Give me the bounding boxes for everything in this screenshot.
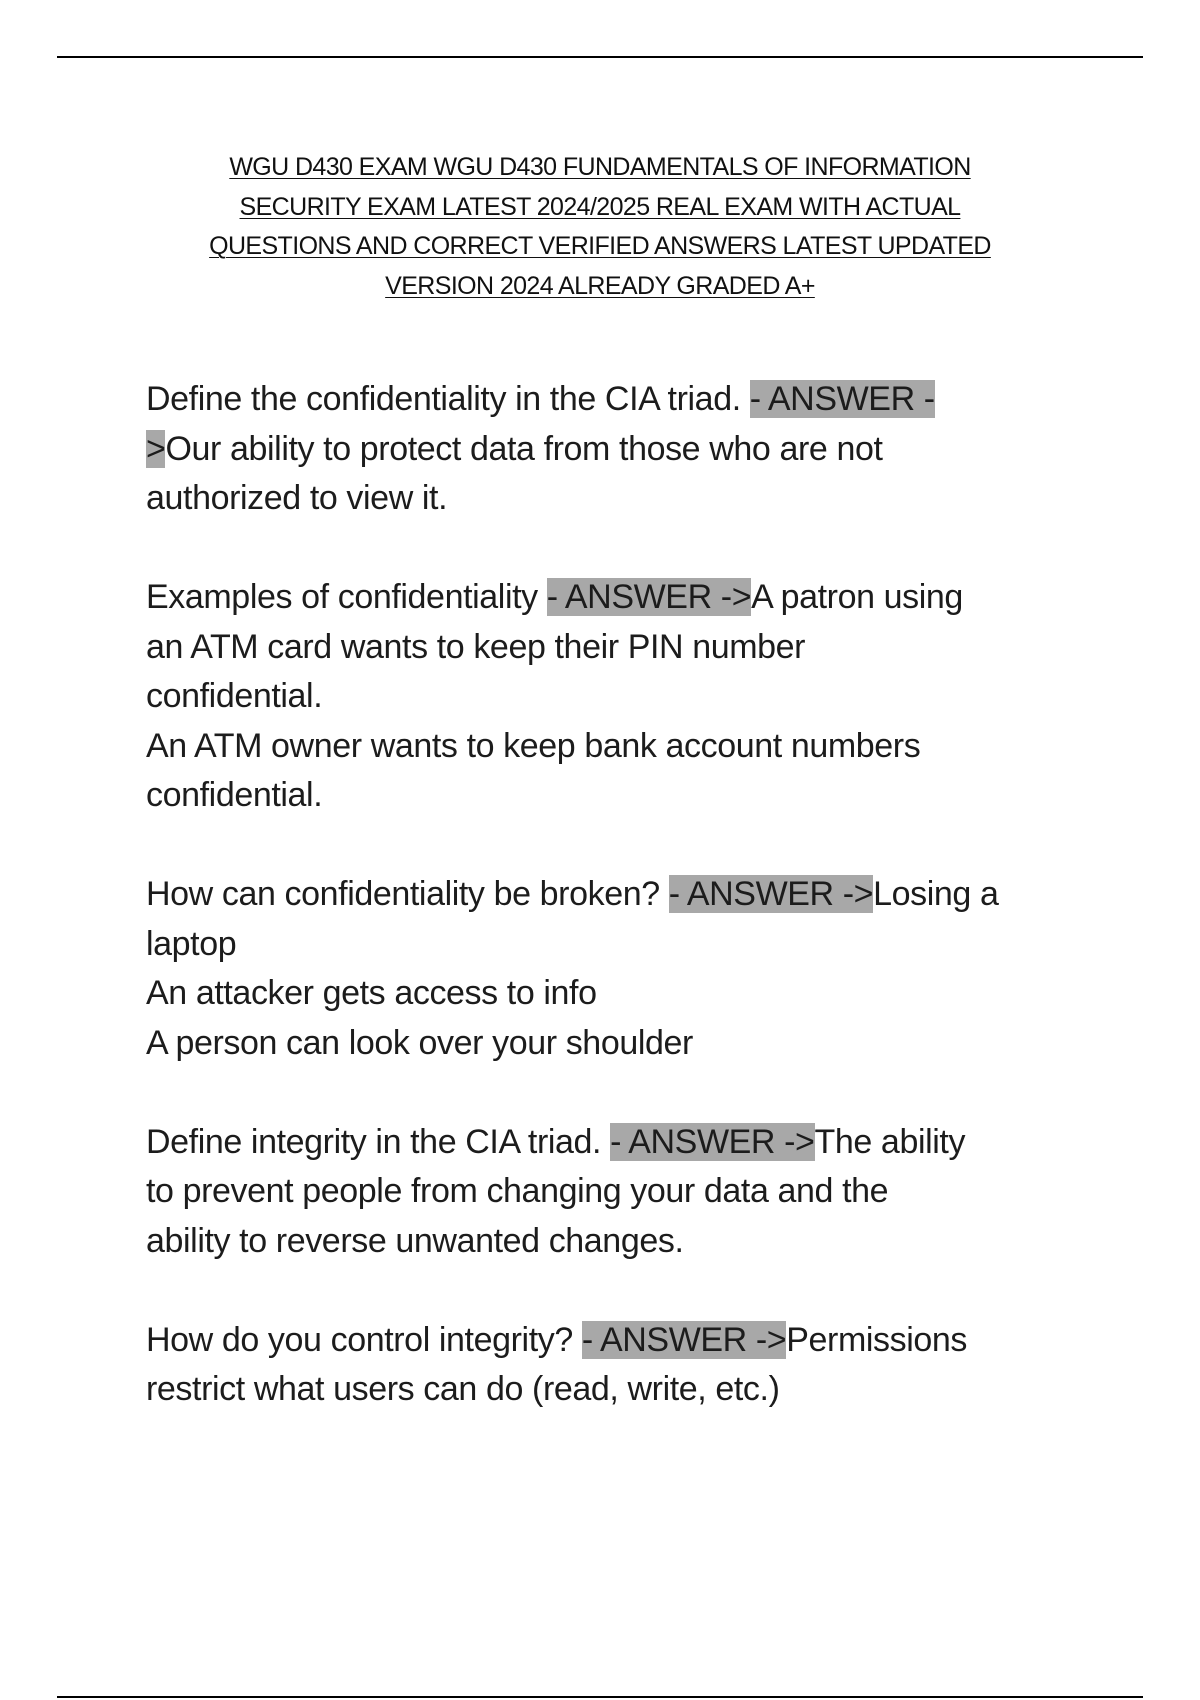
answer-text: Losing a <box>873 875 999 913</box>
title-line: WGU D430 EXAM WGU D430 FUNDAMENTALS OF INFORMATION <box>229 153 971 181</box>
title-line: SECURITY EXAM LATEST 2024/2025 REAL EXAM WITH ACTUAL <box>239 192 961 221</box>
qa-line <box>146 573 1106 623</box>
answer-text: An ATM owner wants to keep bank account numbers <box>146 726 921 765</box>
answer-marker: - ANSWER -> <box>546 578 752 616</box>
top-rule <box>57 56 1143 58</box>
answer-marker: - ANSWER -> <box>668 875 874 913</box>
answer-text: ability to reverse unwanted changes. <box>146 1221 684 1260</box>
question-text: Examples of confidentiality <box>146 578 547 616</box>
answer-text: A person can look over your shoulder <box>146 1023 693 1062</box>
answer-text: to prevent people from changing your data and the <box>146 1172 889 1210</box>
answer-text: confidential. <box>146 677 323 715</box>
answer-text: confidential. <box>146 776 323 814</box>
answer-text: An attacker gets access to info <box>146 974 597 1012</box>
document-title <box>150 148 1050 306</box>
answer-marker: - ANSWER -> <box>581 1320 787 1359</box>
answer-text: restrict what users can do (read, write, etc.) <box>146 1370 780 1408</box>
qa-line <box>146 1118 1106 1168</box>
qa-list <box>146 375 1106 1464</box>
answer-text: an ATM card wants to keep their PIN number <box>146 627 806 666</box>
qa-line <box>146 375 1106 425</box>
qa-line <box>146 870 1106 920</box>
title-line: VERSION 2024 ALREADY GRADED A+ <box>385 271 815 300</box>
title-line: QUESTIONS AND CORRECT VERIFIED ANSWERS LATEST UPDATED <box>209 232 991 260</box>
answer-text: laptop <box>146 924 237 963</box>
question-text: Define integrity in the CIA triad. <box>146 1122 611 1161</box>
answer-marker: > <box>146 429 166 468</box>
qa-line <box>146 425 1106 475</box>
qa-item-confidentiality-examples <box>146 573 1106 821</box>
bottom-rule <box>57 1696 1143 1698</box>
question-text: How do you control integrity? <box>146 1320 582 1359</box>
answer-text: Our ability to protect data from those who are not <box>165 429 883 468</box>
answer-text: Permissions <box>786 1320 968 1359</box>
qa-item-integrity-definition <box>146 1118 1106 1267</box>
qa-item-confidentiality-definition <box>146 375 1106 524</box>
answer-marker: - ANSWER - <box>749 380 935 418</box>
qa-line <box>146 1316 1106 1366</box>
answer-marker: - ANSWER -> <box>610 1122 815 1161</box>
answer-text: authorized to view it. <box>146 479 448 517</box>
qa-item-integrity-control <box>146 1316 1106 1415</box>
question-text: How can confidentiality be broken? <box>146 875 669 913</box>
question-text: Define the confidentiality in the CIA triad. <box>146 380 750 418</box>
answer-text: A patron using <box>751 578 963 616</box>
answer-text: The ability <box>814 1122 966 1161</box>
qa-item-confidentiality-broken <box>146 870 1106 1068</box>
